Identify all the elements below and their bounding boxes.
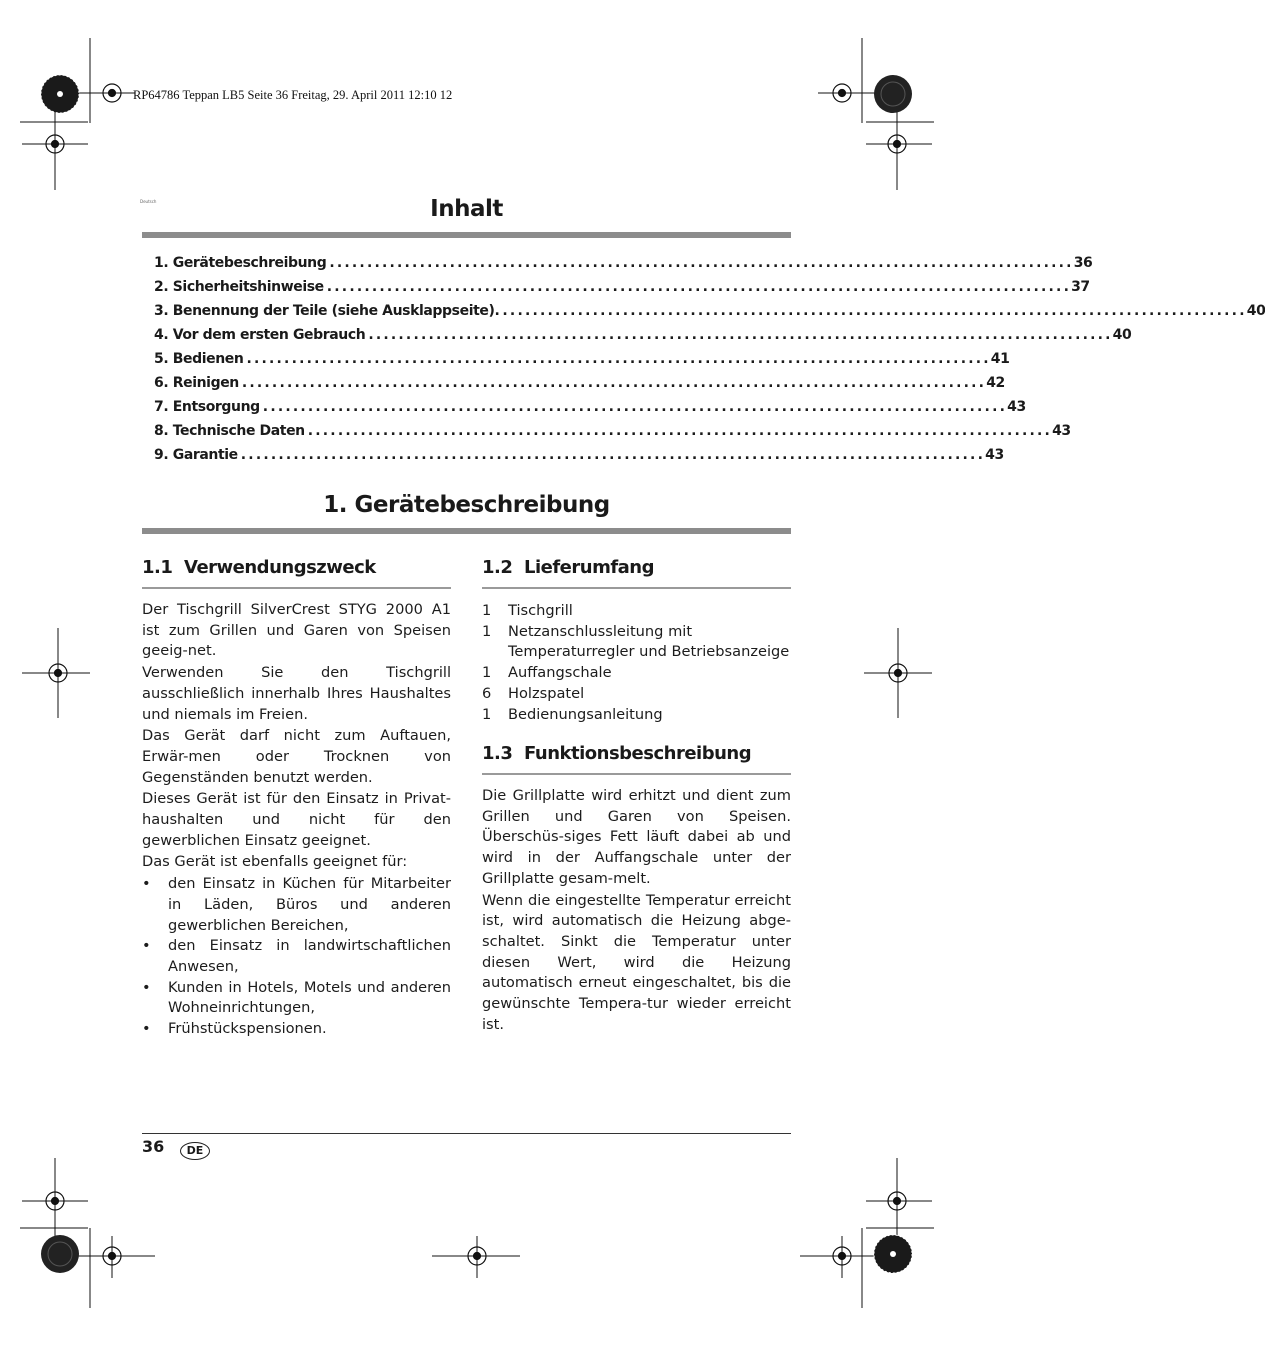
- language-label: Deutsch: [140, 199, 157, 204]
- toc-entry-page: 41: [990, 351, 1010, 367]
- subsection-number: 1.3: [482, 743, 513, 764]
- print-header: RP64786 Teppan LB5 Seite 36 Freitag, 29. April 2011 12:10 12: [133, 88, 453, 102]
- toc-entry[interactable]: [154, 303, 1265, 327]
- toc-entry[interactable]: [154, 327, 1132, 351]
- bullet-text: Frühstückspensionen.: [168, 1020, 327, 1038]
- toc-leader-dots: ...................................................................................................: [502, 303, 1247, 319]
- item-text: Netzanschlussleitung mit Temperaturregler und Betriebsanzeige: [508, 622, 790, 661]
- paragraph: Verwenden Sie den Tischgrill ausschließlich innerhalb Ihres Haushaltes und niemals im Freien.: [142, 664, 451, 723]
- bullet-icon: •: [142, 1020, 151, 1038]
- toc-leader-dots: ...................................................................................................: [307, 423, 1053, 439]
- subsection-heading-lieferumfang: [482, 557, 654, 578]
- bullet-icon: •: [142, 875, 151, 893]
- item-text: Auffangschale: [508, 664, 612, 682]
- toc-title-bar: [142, 232, 791, 238]
- toc-entry-label: 5. Bedienen: [154, 351, 244, 367]
- bullet-item: [142, 874, 451, 936]
- footer-rule: [142, 1133, 791, 1134]
- toc-leader-dots: ...................................................................................................: [241, 375, 987, 391]
- toc-leader-dots: ...................................................................................................: [262, 399, 1008, 415]
- toc-entry-label: 2. Sicherheitshinweise: [154, 279, 324, 295]
- section-body-verwendungszweck: [142, 600, 451, 1040]
- toc-entry[interactable]: [154, 399, 1026, 423]
- subsection-title: Lieferumfang: [524, 557, 655, 578]
- toc-entry-label: 9. Garantie: [154, 447, 238, 463]
- toc-entry-label: 7. Entsorgung: [154, 399, 260, 415]
- subsection-heading-verwendungszweck: [142, 557, 376, 578]
- toc-leader-dots: ...................................................................................................: [329, 255, 1074, 271]
- paragraph: Das Gerät ist ebenfalls geeignet für:: [142, 853, 408, 871]
- item-text: Tischgrill: [508, 602, 573, 619]
- section-title: 1. Gerätebeschreibung: [323, 492, 610, 518]
- language-badge: DE: [180, 1142, 210, 1160]
- bullet-item: [142, 936, 451, 977]
- list-item: [482, 705, 791, 726]
- paragraph: Wenn die eingestellte Temperatur erreicht ist, wird automatisch die Heizung abge-schaltet. Sinkt die Temperatur unter diesen Wert, wird die Heizung automatisch erneut eingeschaltet, bis die gewünschte Tempera-tur wieder erreicht ist.: [482, 891, 791, 1033]
- item-text: Holzspatel: [508, 684, 585, 702]
- subsection-number: 1.2: [482, 557, 513, 578]
- item-quantity: 6: [482, 684, 492, 702]
- toc-title: Inhalt: [430, 196, 503, 222]
- toc-entry-page: 36: [1073, 255, 1093, 271]
- subsection-rule: [482, 773, 791, 775]
- item-quantity: 1: [482, 705, 492, 723]
- toc-entry-label: 3. Benennung der Teile (siehe Ausklappseite).: [154, 303, 500, 319]
- toc-leader-dots: ...................................................................................................: [240, 447, 986, 463]
- subsection-title: Verwendungszweck: [184, 557, 376, 578]
- item-text: Bedienungsanleitung: [508, 705, 663, 723]
- toc-entry[interactable]: [154, 279, 1090, 303]
- toc-entry-page: 43: [985, 447, 1004, 463]
- bullet-item: [142, 978, 451, 1019]
- subsection-rule: [482, 587, 791, 589]
- bullet-icon: •: [142, 937, 151, 955]
- toc-entry-label: 8. Technische Daten: [154, 423, 305, 439]
- toc-entry-page: 43: [1007, 399, 1026, 415]
- toc-entry-page: 40: [1246, 303, 1265, 319]
- toc-entry-page: 42: [986, 375, 1005, 391]
- page-number: 36: [142, 1137, 165, 1156]
- toc-entry[interactable]: [154, 351, 1010, 375]
- paragraph: Die Grillplatte wird erhitzt und dient zum Grillen und Garen von Speisen. Überschüs-siges Fett läuft dabei ab und wird in der Auffangschale unter der Grillplatte gesam-melt.: [482, 787, 791, 887]
- toc-entry[interactable]: [154, 255, 1093, 279]
- section-body-funktionsbeschreibung: [482, 786, 791, 1036]
- list-item: [482, 622, 791, 663]
- item-quantity: 1: [482, 622, 492, 640]
- toc-entry-page: 43: [1052, 423, 1071, 439]
- toc-entry[interactable]: [154, 447, 1004, 471]
- bullet-text: den Einsatz in Küchen für Mitarbeiter in Läden, Büros und anderen gewerblichen Bereichen,: [168, 875, 451, 934]
- item-quantity: 1: [482, 664, 492, 682]
- toc-entry-label: 6. Reinigen: [154, 375, 239, 391]
- toc-leader-dots: ...................................................................................................: [246, 351, 991, 367]
- bullet-icon: •: [142, 978, 151, 996]
- subsection-number: 1.1: [142, 557, 173, 578]
- item-quantity: 1: [482, 602, 492, 619]
- toc-entry-label: 4. Vor dem ersten Gebrauch: [154, 327, 366, 343]
- toc-entry-label: 1. Gerätebeschreibung: [154, 255, 327, 271]
- list-item: [482, 601, 791, 622]
- list-item: [482, 663, 791, 684]
- bullet-item: [142, 1019, 451, 1040]
- subsection-title: Funktionsbeschreibung: [524, 743, 752, 764]
- toc-entry-page: 40: [1112, 327, 1132, 343]
- paragraph: Der Tischgrill SilverCrest STYG 2000 A1 ist zum Grillen und Garen von Speisen geeig-net.: [142, 601, 451, 660]
- table-of-contents: [154, 255, 1265, 471]
- toc-entry-page: 37: [1071, 279, 1090, 295]
- subsection-heading-funktionsbeschreibung: [482, 743, 751, 764]
- subsection-rule: [142, 587, 451, 589]
- bullet-text: Kunden in Hotels, Motels und anderen Wohneinrichtungen,: [168, 978, 451, 1017]
- toc-leader-dots: ...................................................................................................: [368, 327, 1113, 343]
- section-title-bar: [142, 528, 791, 534]
- bullet-text: den Einsatz in landwirtschaftlichen Anwesen,: [168, 937, 451, 975]
- list-item: [482, 684, 791, 705]
- toc-entry[interactable]: [154, 375, 1005, 399]
- delivery-contents-list: [482, 601, 791, 725]
- toc-entry[interactable]: [154, 423, 1071, 447]
- paragraph: Das Gerät darf nicht zum Auftauen, Erwär-men oder Trocknen von Gegenständen benutzt werden.: [142, 727, 451, 786]
- paragraph: Dieses Gerät ist für den Einsatz in Privat-haushalten und nicht für den gewerblichen Einsatz geeignet.: [142, 790, 451, 849]
- toc-leader-dots: ...................................................................................................: [326, 279, 1072, 295]
